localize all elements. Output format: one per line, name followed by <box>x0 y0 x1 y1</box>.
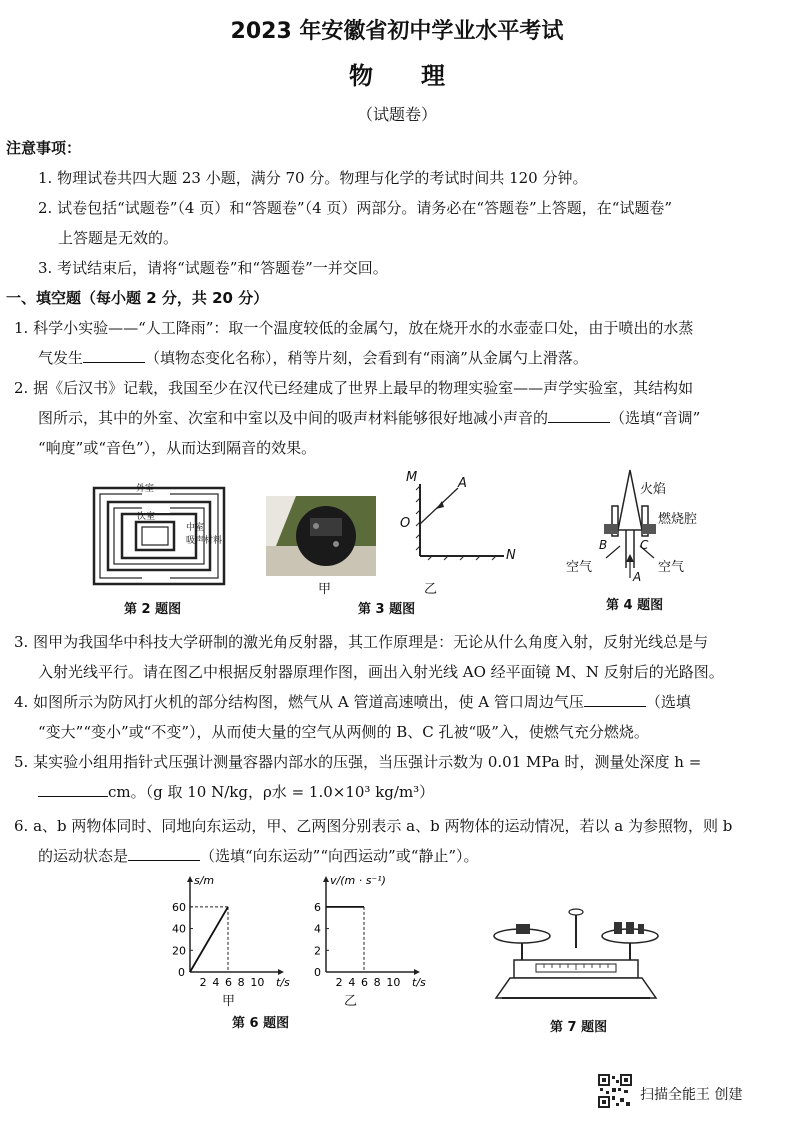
fig2-outer-label: 外室 <box>136 484 155 494</box>
fig4-label-chamber: 燃烧腔 <box>658 512 698 527</box>
fig3-sub-jia: 甲 <box>318 582 332 597</box>
x-tick-label: 8 <box>237 976 245 989</box>
figure-4-caption: 第 4 题图 <box>606 598 664 613</box>
fig4-label-air-left: 空气 <box>566 560 593 575</box>
y-axis-arrow <box>187 876 193 882</box>
q1-answer-blank[interactable] <box>83 348 145 363</box>
q3-line-2: 入射光线平行。请在图乙中根据反射器原理作图，画出入射光线 AO 经平面镜 M、N 反射后的光路图。 <box>38 663 724 681</box>
origin-label: 0 <box>314 966 321 979</box>
notice-item-2a: 2. 试卷包括“试题卷”（4 页）和“答题卷”（4 页）两部分。请务必在“答题卷”上答题，在“试题卷” <box>38 199 673 217</box>
fig3-label-N: N <box>506 548 516 563</box>
fig3-label-O: O <box>400 516 411 531</box>
figure-7-balance-diagram <box>492 908 672 1008</box>
q6-line-2 <box>38 846 479 866</box>
origin-label: 0 <box>178 966 185 979</box>
fig4-label-flame: 火焰 <box>640 482 667 497</box>
x-tick-label: 6 <box>361 976 368 989</box>
q6-text-post: （选填“向东运动”“向西运动”或“静止”）。 <box>200 847 479 865</box>
q6-line-1: 6. a、b 两物体同时、同地向东运动，甲、乙两图分别表示 a、b 两物体的运动情况，若以 a 为参照物，则 b <box>14 817 733 835</box>
x-tick-label: 6 <box>225 976 232 989</box>
fig4-label-B: B <box>599 538 608 552</box>
y-axis-arrow <box>323 876 329 882</box>
fig4-label-air-right: 空气 <box>658 560 685 575</box>
x-axis-label: t/s <box>276 976 290 989</box>
fig3-label-M: M <box>406 470 418 485</box>
fig6-sub-yi: 乙 <box>344 994 358 1009</box>
paper-type: （试题卷） <box>356 105 437 124</box>
subject-title: 物 理 <box>349 62 445 90</box>
q1-line-2 <box>38 348 588 368</box>
figure-6-caption: 第 6 题图 <box>232 1016 290 1031</box>
figure-3a-reflector-photo <box>266 496 376 576</box>
notice-item-3: 3. 考试结束后，请将“试题卷”和“答题卷”一并交回。 <box>38 259 388 277</box>
q2-text-pre: 图所示，其中的外室、次室和中室以及中间的吸声材料能够很好地减小声音的 <box>38 409 549 427</box>
fig3-label-A: A <box>458 476 467 491</box>
figure-6b-vt-graph <box>296 872 426 1004</box>
fig4-label-C: C <box>640 538 649 552</box>
series-line <box>190 907 228 972</box>
q4-line-2: “变大”“变小”或“不变”），从而使大量的空气从两侧的 B、C 孔被“吸”入，使燃气充分燃烧。 <box>38 723 649 741</box>
q6-text-pre: 的运动状态是 <box>38 847 129 865</box>
q5-text-post: cm。（g 取 10 N/kg，ρ水 = 1.0×10³ kg/m³） <box>108 783 435 801</box>
x-tick-label: 10 <box>250 976 265 989</box>
q3-line-1: 3. 图甲为我国华中科技大学研制的激光角反射器，其工作原理是：无论从什么角度入射，反射光线总是与 <box>14 633 709 651</box>
q1-text-post: （填物态变化名称），稍等片刻，会看到有“雨滴”从金属勺上滑落。 <box>145 349 588 367</box>
q5-answer-blank[interactable] <box>38 782 108 797</box>
q4-answer-blank[interactable] <box>584 692 646 707</box>
q1-text-pre: 气发生 <box>38 349 84 367</box>
notice-item-2b: 上答题是无效的。 <box>58 229 179 247</box>
x-axis-arrow <box>278 969 284 975</box>
exam-title: 2023 年安徽省初中学业水平考试 <box>230 19 564 44</box>
q2-line-2 <box>38 408 700 428</box>
x-axis-label: t/s <box>412 976 426 989</box>
x-tick-label: 4 <box>348 976 356 989</box>
notice-item-1: 1. 物理试卷共四大题 23 小题，满分 70 分。物理与化学的考试时间共 120 分钟。 <box>38 169 588 187</box>
q5-line-1: 5. 某实验小组用指针式压强计测量容器内部水的压强，当压强计示数为 0.01 MPa 时，测量处深度 h = <box>14 753 702 771</box>
y-tick-label: 4 <box>314 922 321 936</box>
y-tick-label: 20 <box>172 944 186 958</box>
q2-answer-blank[interactable] <box>548 408 610 423</box>
fig2-middle-label: 次室 <box>137 512 156 522</box>
q2-text-post: （选填“音调” <box>610 409 701 427</box>
y-axis-label: s/m <box>194 874 215 887</box>
fig6-sub-jia: 甲 <box>222 994 236 1009</box>
fig2-material-label: 吸声材料 <box>186 536 223 546</box>
section-1-heading: 一、填空题（每小题 2 分，共 20 分） <box>6 289 269 307</box>
q2-line-1: 2. 据《后汉书》记载，我国至少在汉代已经建成了世界上最早的物理实验室——声学实验室，其结构如 <box>14 379 694 397</box>
y-tick-label: 2 <box>314 944 321 958</box>
fig4-label-A: A <box>633 570 642 584</box>
qr-code-icon <box>598 1074 632 1108</box>
q6-answer-blank[interactable] <box>128 846 200 861</box>
x-tick-label: 10 <box>386 976 401 989</box>
y-tick-label: 6 <box>314 900 321 914</box>
q1-line-1: 1. 科学小实验——“人工降雨”：取一个温度较低的金属勺，放在烧开水的水壶壶口处，由于喷出的水蒸 <box>14 319 694 337</box>
notice-heading: 注意事项： <box>6 139 82 157</box>
figure-6a-st-graph <box>160 872 290 1004</box>
x-tick-label: 2 <box>335 976 343 989</box>
x-tick-label: 2 <box>199 976 207 989</box>
x-tick-label: 4 <box>212 976 220 989</box>
fig2-inner-label: 中室 <box>186 523 205 533</box>
x-tick-label: 8 <box>373 976 381 989</box>
q4-text-post: （选填 <box>645 693 691 711</box>
y-tick-label: 40 <box>172 922 186 936</box>
figure-7-caption: 第 7 题图 <box>550 1020 608 1035</box>
y-tick-label: 60 <box>172 900 186 914</box>
q5-line-2 <box>38 782 434 802</box>
x-axis-arrow <box>414 969 420 975</box>
figure-2-caption: 第 2 题图 <box>124 602 182 617</box>
y-axis-label: v/(m · s⁻¹) <box>330 874 386 887</box>
fig3-sub-yi: 乙 <box>424 582 438 597</box>
q2-line-3: “响度”或“音色”），从而达到隔音的效果。 <box>38 439 317 457</box>
q4-line-1 <box>14 692 691 712</box>
scanner-watermark: 扫描全能王 创建 <box>640 1087 743 1103</box>
q4-text-pre: 4. 如图所示为防风打火机的部分结构图，燃气从 A 管道高速喷出，使 A 管口周边气压 <box>14 693 584 711</box>
figure-3-caption: 第 3 题图 <box>358 602 416 617</box>
